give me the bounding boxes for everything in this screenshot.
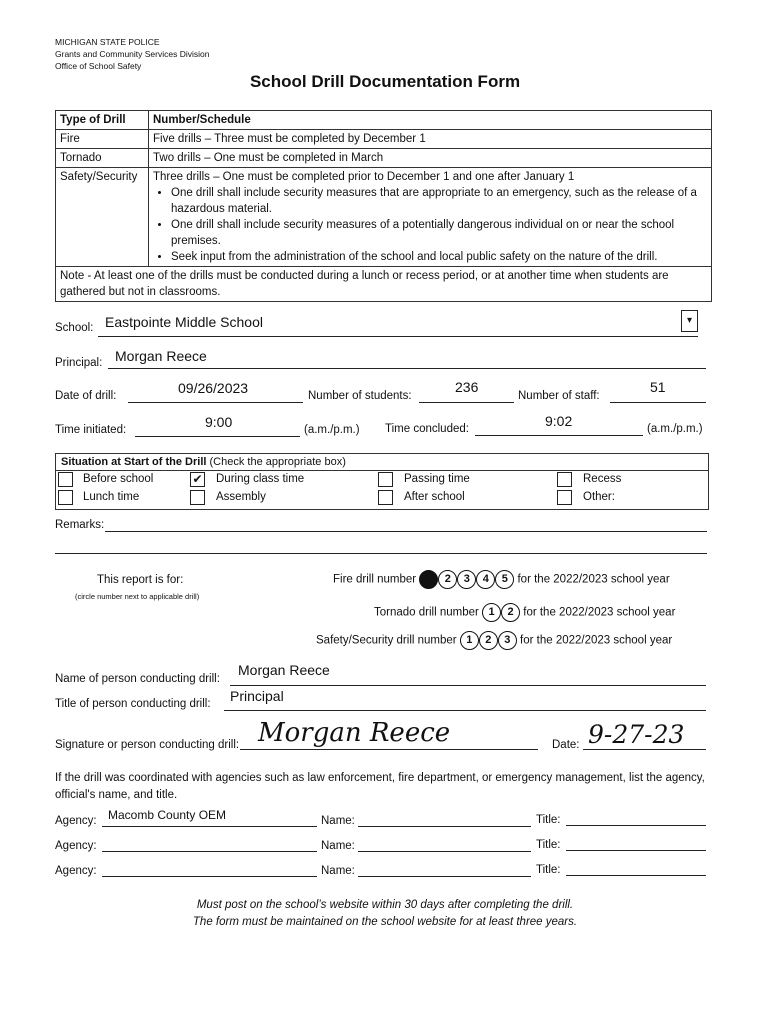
signature-label: Signature or person conducting drill: (55, 739, 240, 751)
date-value[interactable]: 09/26/2023 (178, 380, 249, 396)
conductor-name-value[interactable]: Morgan Reece (238, 662, 330, 678)
footer-note-1: Must post on the school’s website within 30 days after completing the drill. (196, 899, 574, 911)
principal-label: Principal: (55, 357, 103, 369)
tornado-schedule: Two drills – One must be completed in March (149, 149, 712, 168)
col-header-type: Type of Drill (56, 111, 149, 130)
principal-value[interactable]: Morgan Reece (115, 348, 207, 364)
fire-drill-1[interactable]: 1 (419, 570, 438, 589)
ampm-label: (a.m./p.m.) (647, 423, 703, 435)
security-type: Safety/Security (56, 168, 149, 267)
other-label: Other: (583, 491, 615, 503)
division-name: Grants and Community Services Division (55, 49, 210, 59)
staff-value[interactable]: 51 (650, 379, 666, 395)
form-title: School Drill Documentation Form (249, 72, 521, 91)
conductor-name-label: Name of person conducting drill: (55, 673, 220, 685)
remarks-label: Remarks: (55, 519, 105, 531)
security-drill-3[interactable]: 3 (498, 631, 517, 650)
other-checkbox[interactable] (557, 490, 572, 505)
agency-name-label: Name: (321, 865, 355, 877)
after-school-checkbox[interactable] (378, 490, 393, 505)
agency-title-label: Title: (536, 864, 561, 876)
report-sublabel: (circle number next to applicable drill) (75, 592, 200, 601)
agency-intro: If the drill was coordinated with agencies such as law enforcement, fire department, or emergency management, list the agency, official's name, and title. (55, 772, 705, 801)
during-class-label: During class time (216, 473, 305, 485)
remarks-field[interactable] (105, 531, 707, 532)
security-drill-row: Safety/Security drill number 1 2 3 for the 2022/2023 school year (316, 631, 672, 650)
passing-time-label: Passing time (404, 473, 470, 485)
school-value[interactable]: Eastpointe Middle School (105, 314, 263, 330)
col-header-schedule: Number/Schedule (149, 111, 712, 130)
fire-drill-2[interactable]: 2 (438, 570, 457, 589)
time-initiated-value[interactable]: 9:00 (205, 414, 233, 430)
lunch-time-checkbox[interactable] (58, 490, 73, 505)
before-school-checkbox[interactable] (58, 472, 73, 487)
staff-label: Number of staff: (518, 390, 600, 402)
school-dropdown-icon[interactable]: ▾ (681, 310, 698, 332)
fire-drill-row: Fire drill number 1 2 3 4 5 for the 2022/2023 school year (333, 570, 670, 589)
conductor-title-value[interactable]: Principal (230, 688, 284, 704)
time-concluded-label: Time concluded: (385, 423, 469, 435)
agency-header (55, 36, 209, 72)
agency-name-label: Name: (321, 840, 355, 852)
security-bullet: • One drill shall include security measures that are appropriate to an emergency, such as the release of a hazardous material. (171, 185, 707, 217)
tornado-type: Tornado (56, 149, 149, 168)
tornado-drill-row: Tornado drill number 1 2 for the 2022/2023 school year (374, 603, 675, 622)
office-name: Office of School Safety (55, 61, 142, 71)
fire-schedule: Five drills – Three must be completed by December 1 (149, 130, 712, 149)
fire-drill-3[interactable]: 3 (457, 570, 476, 589)
fire-type: Fire (56, 130, 149, 149)
before-school-label: Before school (83, 473, 154, 485)
after-school-label: After school (404, 491, 465, 503)
date-label: Date of drill: (55, 390, 117, 402)
security-bullet: • Seek input from the administration of the school and local public safety on the nature of the drill. (171, 249, 707, 265)
agency-label: Agency: (55, 840, 97, 852)
security-schedule: Three drills – One must be completed prior to December 1 and one after January 1 • One drill shall include security measures that are appropriate to an emergency, such as the release of a hazardous material. • One drill shall include security measures of a potentially dangerous individual on or near the school premises. • Seek input from the administration of the school and local public safety on the nature of the drill. (149, 168, 712, 267)
fire-drill-4[interactable]: 4 (476, 570, 495, 589)
signature-date-value[interactable]: 9-27-23 (588, 720, 685, 749)
tornado-drill-1[interactable]: 1 (482, 603, 501, 622)
agency-1-value[interactable]: Macomb County OEM (108, 808, 227, 822)
security-drill-1[interactable]: 1 (460, 631, 479, 650)
conductor-title-label: Title of person conducting drill: (55, 698, 211, 710)
security-bullet: • One drill shall include security measures of a potentially dangerous individual on or near the school premises. (171, 217, 707, 249)
drill-requirements-table (55, 110, 712, 302)
time-initiated-label: Time initiated: (55, 424, 127, 436)
passing-time-checkbox[interactable] (378, 472, 393, 487)
footer-note-2: The form must be maintained on the school website for at least three years. (192, 916, 578, 928)
recess-label: Recess (583, 473, 622, 485)
recess-checkbox[interactable] (557, 472, 572, 487)
signature[interactable]: Morgan Reece (258, 718, 451, 748)
agency-label: Agency: (55, 865, 97, 877)
requirements-note: Note - At least one of the drills must be conducted during a lunch or recess period, or at another time when students are gathered but not in classrooms. (56, 267, 712, 302)
report-label: This report is for: (97, 574, 184, 586)
agency-name-label: Name: (321, 815, 355, 827)
agency-name: MICHIGAN STATE POLICE (55, 37, 160, 47)
security-drill-2[interactable]: 2 (479, 631, 498, 650)
lunch-time-label: Lunch time (83, 491, 140, 503)
students-label: Number of students: (308, 390, 412, 402)
during-class-checkbox[interactable]: ✔ (190, 472, 205, 487)
fire-drill-5[interactable]: 5 (495, 570, 514, 589)
students-value[interactable]: 236 (455, 379, 479, 395)
ampm-label: (a.m./p.m.) (304, 424, 360, 436)
signature-date-label: Date: (552, 739, 580, 751)
time-concluded-value[interactable]: 9:02 (545, 413, 573, 429)
agency-label: Agency: (55, 815, 97, 827)
assembly-label: Assembly (216, 491, 266, 503)
school-label: School: (55, 322, 94, 334)
assembly-checkbox[interactable] (190, 490, 205, 505)
tornado-drill-2[interactable]: 2 (501, 603, 520, 622)
situation-header: Situation at Start of the Drill (Check the appropriate box) (61, 456, 346, 468)
agency-title-label: Title: (536, 839, 561, 851)
agency-title-label: Title: (536, 814, 561, 826)
